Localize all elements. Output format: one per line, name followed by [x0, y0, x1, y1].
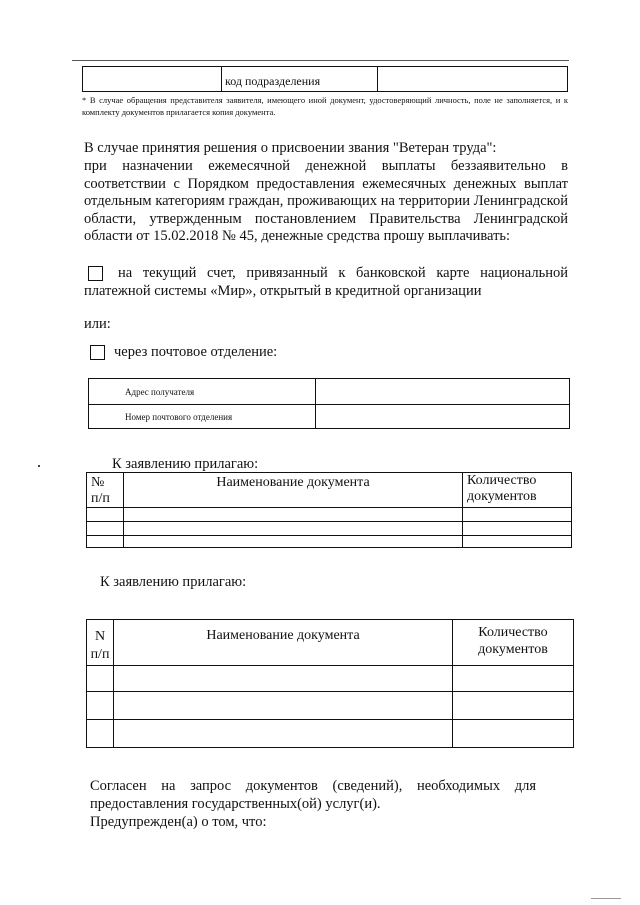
table-row [87, 536, 572, 548]
subdivision-code-table [82, 66, 568, 92]
footnote: * В случае обращения представителя заявителя, имеющего иной документ, удостоверяющий личность, поле не заполняется, и к комплекту документов прилагается копия документа. [82, 95, 568, 117]
attachments-1-col-name: Наименование документа [216, 475, 370, 490]
warned-text: Предупрежден(а) о том, что: [90, 814, 267, 830]
attachments-2-heading: К заявлению прилагаю: [100, 574, 247, 590]
post-office-label: через почтовое отделение: [114, 344, 278, 360]
recipient-address-label: Адрес получателя [125, 386, 195, 397]
empty-cell[interactable] [83, 67, 222, 92]
attachments-1-col-num: № п/п [91, 475, 110, 506]
post-office-checkbox[interactable] [90, 345, 105, 360]
attachments-2-table [86, 619, 574, 748]
decision-body: при назначении ежемесячной денежной выплаты беззаявительно в соответствии с Порядком предоставления ежемесячных денежных выплат отдельным категориям граждан, проживающих на территории Ленинградской области, утвержденным постановлением Правительства Ленинградской области от 15.02.2018 № 45, денежные средства прошу выплачивать: [84, 158, 568, 244]
consent-text: Согласен на запрос документов (сведений), необходимых для предоставления государственных(ой) услуг(и). [90, 778, 536, 812]
or-label: или: [84, 316, 111, 332]
decision-heading: В случае принятия решения о присвоении звания "Ветеран труда": [84, 140, 497, 156]
table-row [87, 522, 572, 536]
post-office-number-label: Номер почтового отделения [125, 411, 233, 422]
table-row [87, 666, 574, 692]
table-row [87, 692, 574, 720]
stray-mark [38, 465, 40, 467]
subdivision-code-input[interactable] [378, 67, 568, 92]
attachments-2-col-count: Количество документов [478, 625, 548, 657]
bottom-rule [591, 898, 621, 899]
attachments-2-col-num: N п/п [90, 629, 110, 662]
post-office-table [88, 378, 570, 429]
recipient-address-input[interactable] [316, 379, 570, 405]
attachments-1-col-count: Количество документов [467, 473, 537, 504]
card-account-label: на текущий счет, привязанный к банковской карте национальной платежной системы «Мир», открытый в кредитной организации [84, 265, 568, 299]
post-office-number-input[interactable] [316, 405, 570, 429]
subdivision-code-label: код подразделения [225, 74, 321, 88]
top-rule [72, 60, 569, 61]
attachments-1-heading: К заявлению прилагаю: [112, 456, 259, 472]
attachments-2-col-name: Наименование документа [206, 628, 360, 643]
attachments-1-table [86, 472, 572, 548]
table-row [87, 508, 572, 522]
table-row [87, 720, 574, 748]
